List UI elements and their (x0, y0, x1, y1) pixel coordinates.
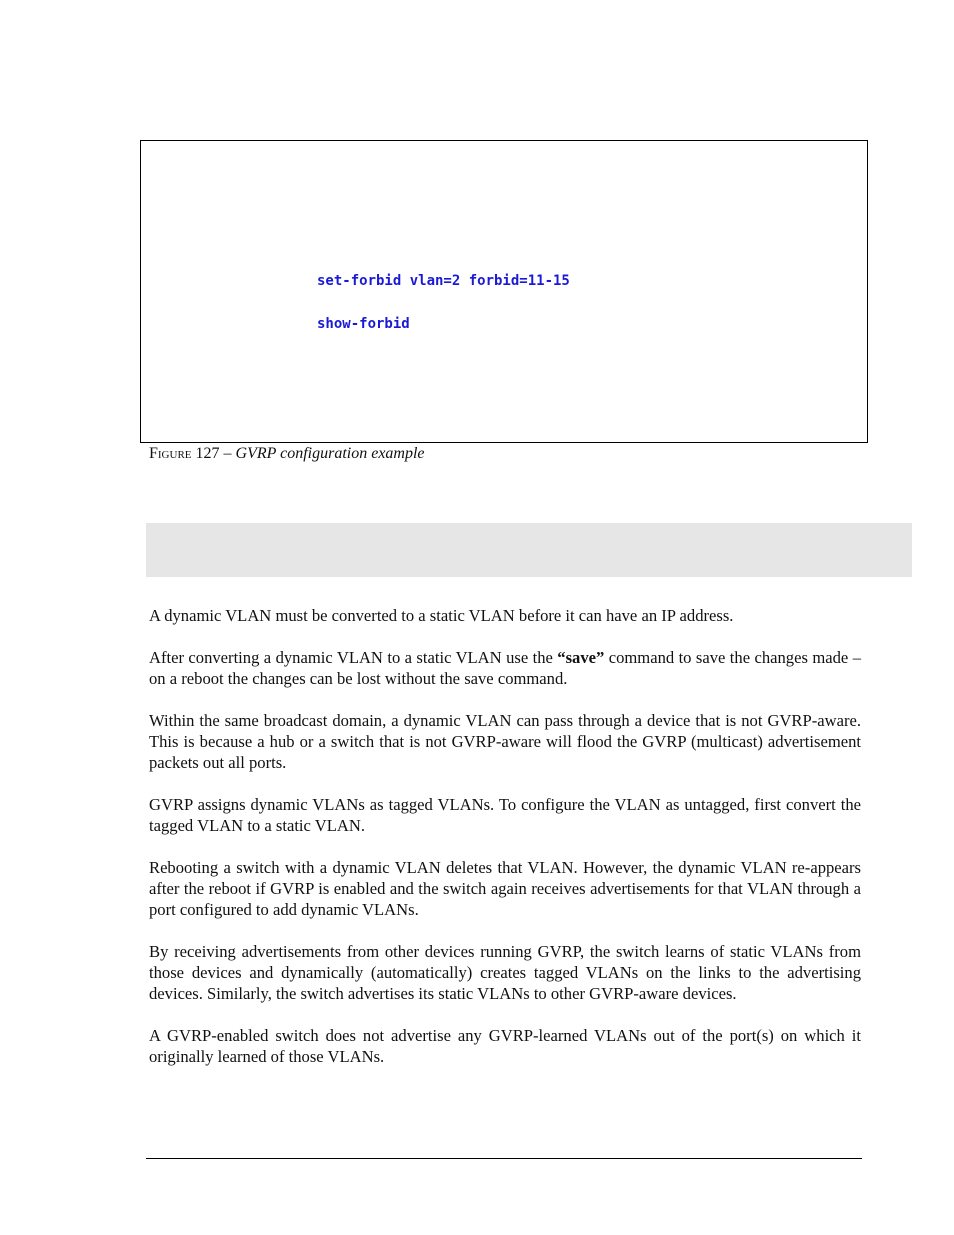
paragraph-save-after: command to save the changes made – on a reboot the changes can be lost without the save command. (149, 648, 861, 688)
paragraph-save-before: After converting a dynamic VLAN to a static VLAN use the (149, 648, 558, 667)
paragraph-ip-address: A dynamic VLAN must be converted to a static VLAN before it can have an IP address. (149, 606, 734, 625)
paragraph-tagged-vlans: GVRP assigns dynamic VLANs as tagged VLANs. To configure the VLAN as untagged, first convert the tagged VLAN to a static VLAN. (149, 795, 861, 835)
footer-divider (146, 1158, 862, 1159)
code-line-set-forbid: set-forbid vlan=2 forbid=11-15 (317, 273, 570, 289)
figure-label: Figure 127 (149, 445, 220, 462)
save-keyword: “save” (557, 648, 605, 667)
body-content (149, 605, 861, 1088)
caption-separator: – (219, 445, 236, 462)
paragraph-broadcast-domain: Within the same broadcast domain, a dynamic VLAN can pass through a device that is not GVRP-aware. This is because a hub or a switch that is not GVRP-aware will flood the GVRP (multicast) advertisement packets out all ports. (149, 711, 861, 772)
code-line-show-forbid: show-forbid (317, 316, 410, 332)
paragraph-advertisements: By receiving advertisements from other devices running GVRP, the switch learns of static VLANs from those devices and dynamically (automatically) creates tagged VLANs on the links to the advertising devices. Similarly, the switch advertises its static VLANs to other GVRP-aware devices. (149, 942, 861, 1003)
figure-description: GVRP configuration example (235, 445, 425, 462)
paragraph-rebooting: Rebooting a switch with a dynamic VLAN deletes that VLAN. However, the dynamic VLAN re-appears after the reboot if GVRP is enabled and the switch again receives advertisements for that VLAN through a port configured to add dynamic VLANs. (149, 858, 861, 919)
paragraph-save-command (149, 647, 861, 689)
paragraph-gvrp-learned: A GVRP-enabled switch does not advertise any GVRP-learned VLANs out of the port(s) on which it originally learned of those VLANs. (149, 1026, 861, 1066)
code-example-box (140, 140, 868, 443)
figure-caption (149, 445, 425, 463)
section-heading-band (146, 523, 912, 577)
